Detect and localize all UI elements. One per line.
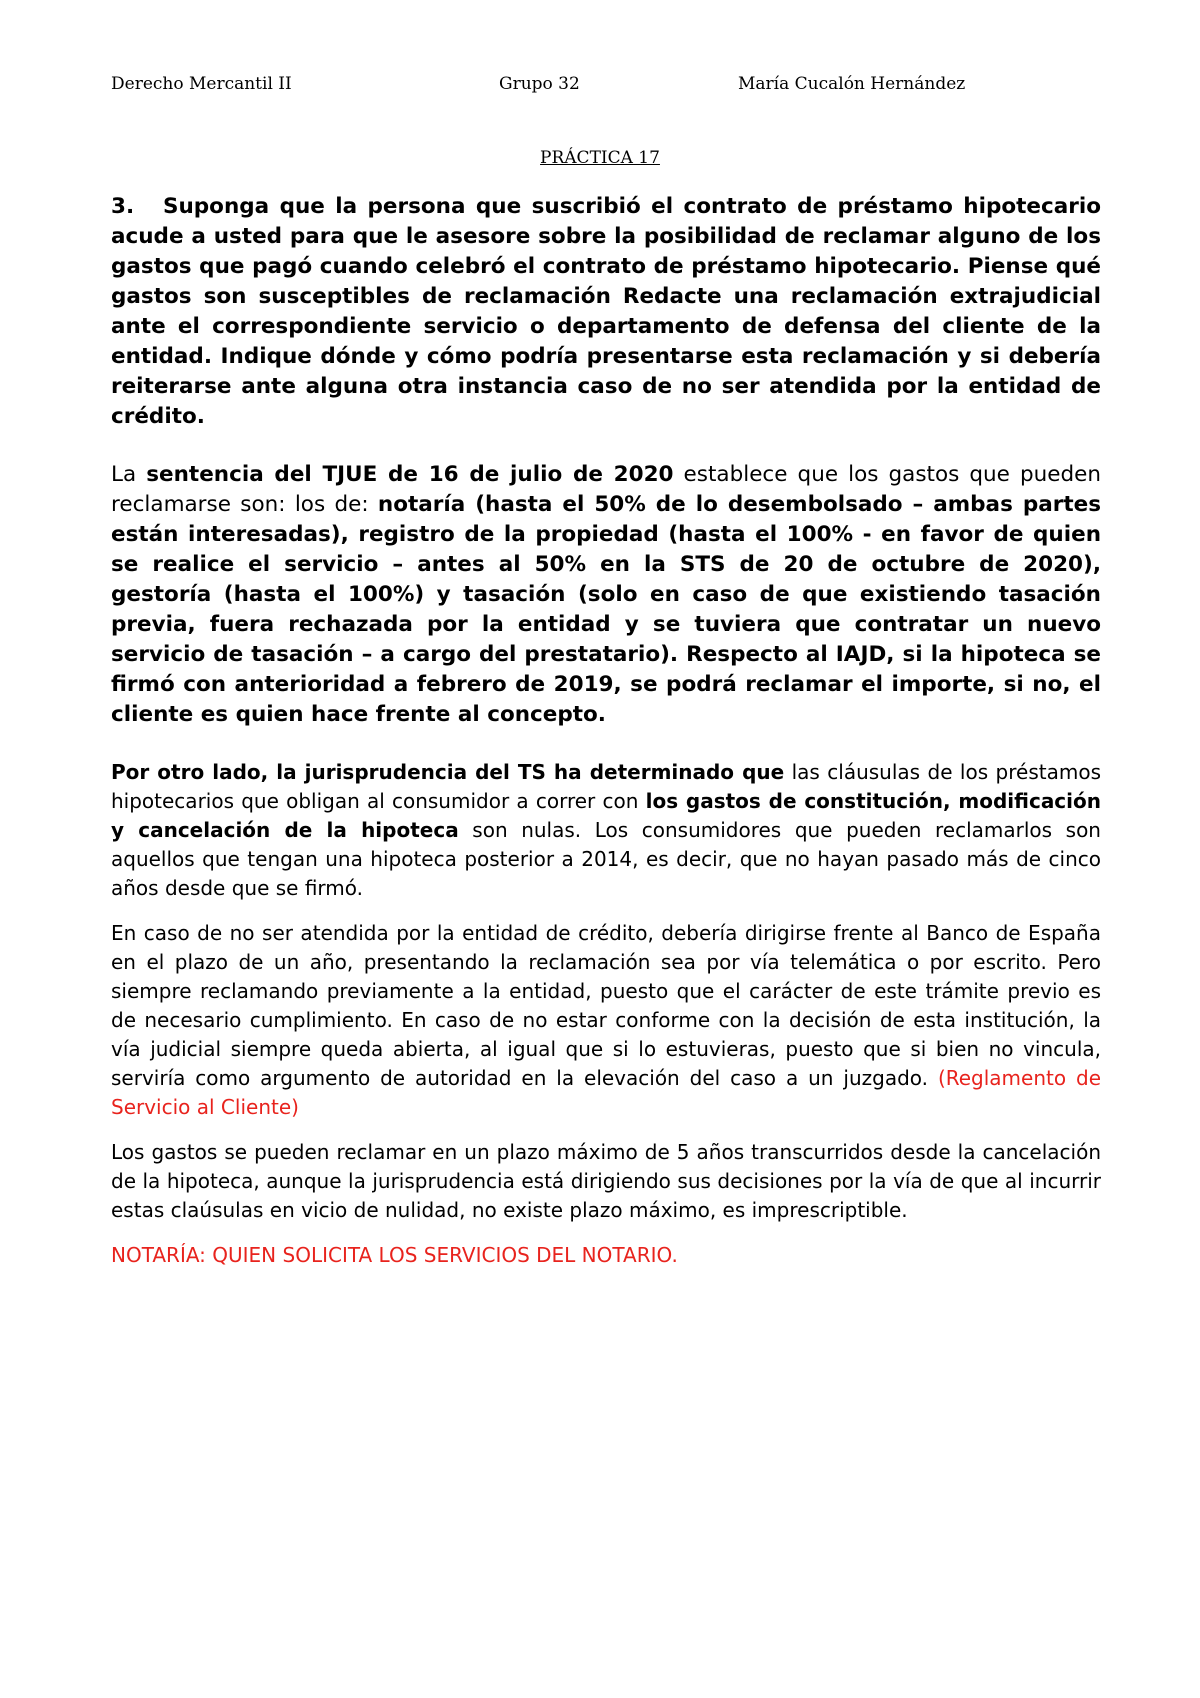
answer2-intro: Por otro lado, la jurisprudencia del TS ha determinado que: [111, 760, 785, 784]
question-text: Suponga que la persona que suscribió el contrato de préstamo hipotecario acude a usted para que le asesore sobre la posibilidad de reclamar alguno de los gastos que pagó cuando celebró el contrato de préstamo hipotecario. Piense qué gastos son susceptibles de reclamación Redacte una reclamación extrajudicial ante el correspondiente servicio o departamento de defensa del cliente de la entidad. Indique dónde y cómo podría presentarse esta reclamación y si debería reiterarse ante alguna otra instancia caso de no ser atendida por la entidad de crédito.: [111, 194, 1101, 429]
answer1-ruling: sentencia del TJUE de 16 de julio de 2020: [146, 462, 674, 487]
header-author: María Cucalón Hernández: [738, 74, 966, 94]
answer4-text: Los gastos se pueden reclamar en un plazo máximo de 5 años transcurridos desde la cancelación de la hipoteca, aunque la jurisprudencia está dirigiendo sus decisiones por la vía de que al incurrir estas claúsulas en vicio de nulidad, no existe plazo máximo, es imprescriptible.: [111, 1140, 1101, 1222]
document-body: [111, 192, 1101, 1286]
answer2-expenses: los gastos de constitución, modificación y cancelación de la hipoteca: [111, 789, 1102, 842]
answer-paragraph-tjue: [111, 460, 1101, 730]
question-paragraph: [111, 192, 1101, 432]
answer-paragraph-banco: [111, 919, 1101, 1122]
header-group: Grupo 32: [499, 74, 580, 94]
answer3-text: En caso de no ser atendida por la entidad de crédito, debería dirigirse frente al Banco de España en el plazo de un año, presentando la reclamación sea por vía telemática o por escrito. Pero siempre reclamando previamente a la entidad, puesto que el carácter de este trámite previo es de necesario cumplimiento. En caso de no estar conforme con la decisión de esta institución, la vía judicial siempre queda abierta, al igual que si lo estuvieras, puesto que si bien no vincula, serviría como argumento de autoridad en la elevación del caso a un juzgado.: [111, 921, 1101, 1090]
page-title: PRÁCTICA 17: [540, 148, 660, 168]
answer2-end: son nulas. Los consumidores que pueden reclamarlos son aquellos que tengan una hipoteca posterior a 2014, es decir, que no hayan pasado más de cinco años desde que se firmó.: [111, 818, 1101, 900]
notary-note: [111, 1241, 1101, 1270]
page-header: [111, 74, 1051, 104]
answer-paragraph-plazo: [111, 1138, 1101, 1225]
answer3-reference: (Reglamento de Servicio al Cliente): [111, 1066, 1102, 1119]
header-course: Derecho Mercantil II: [111, 74, 292, 94]
answer-paragraph-ts: [111, 758, 1101, 903]
question-number: 3.: [111, 194, 135, 219]
answer1-middle: establece que los gastos que pueden reclamarse son: los de:: [111, 462, 1101, 517]
answer1-intro: La: [111, 462, 147, 487]
note-text: NOTARÍA: QUIEN SOLICITA LOS SERVICIOS DEL NOTARIO.: [111, 1243, 678, 1267]
answer2-middle: las cláusulas de los préstamos hipotecarios que obligan al consumidor a correr con: [111, 760, 1101, 813]
answer1-expenses: notaría (hasta el 50% de lo desembolsado – ambas partes están interesadas), registro de la propiedad (hasta el 100% - en favor de quien se realice el servicio – antes al 50% en la STS de 20 de octubre de 2020), gestoría (hasta el 100%) y tasación (solo en caso de que existiendo tasación previa, fuera rechazada por la entidad y se tuviera que contratar un nuevo servicio de tasación – a cargo del prestatario). Respecto al IAJD, si la hipoteca se firmó con anterioridad a febrero de 2019, se podrá reclamar el importe, si no, el cliente es quien hace frente al concepto.: [111, 492, 1101, 727]
